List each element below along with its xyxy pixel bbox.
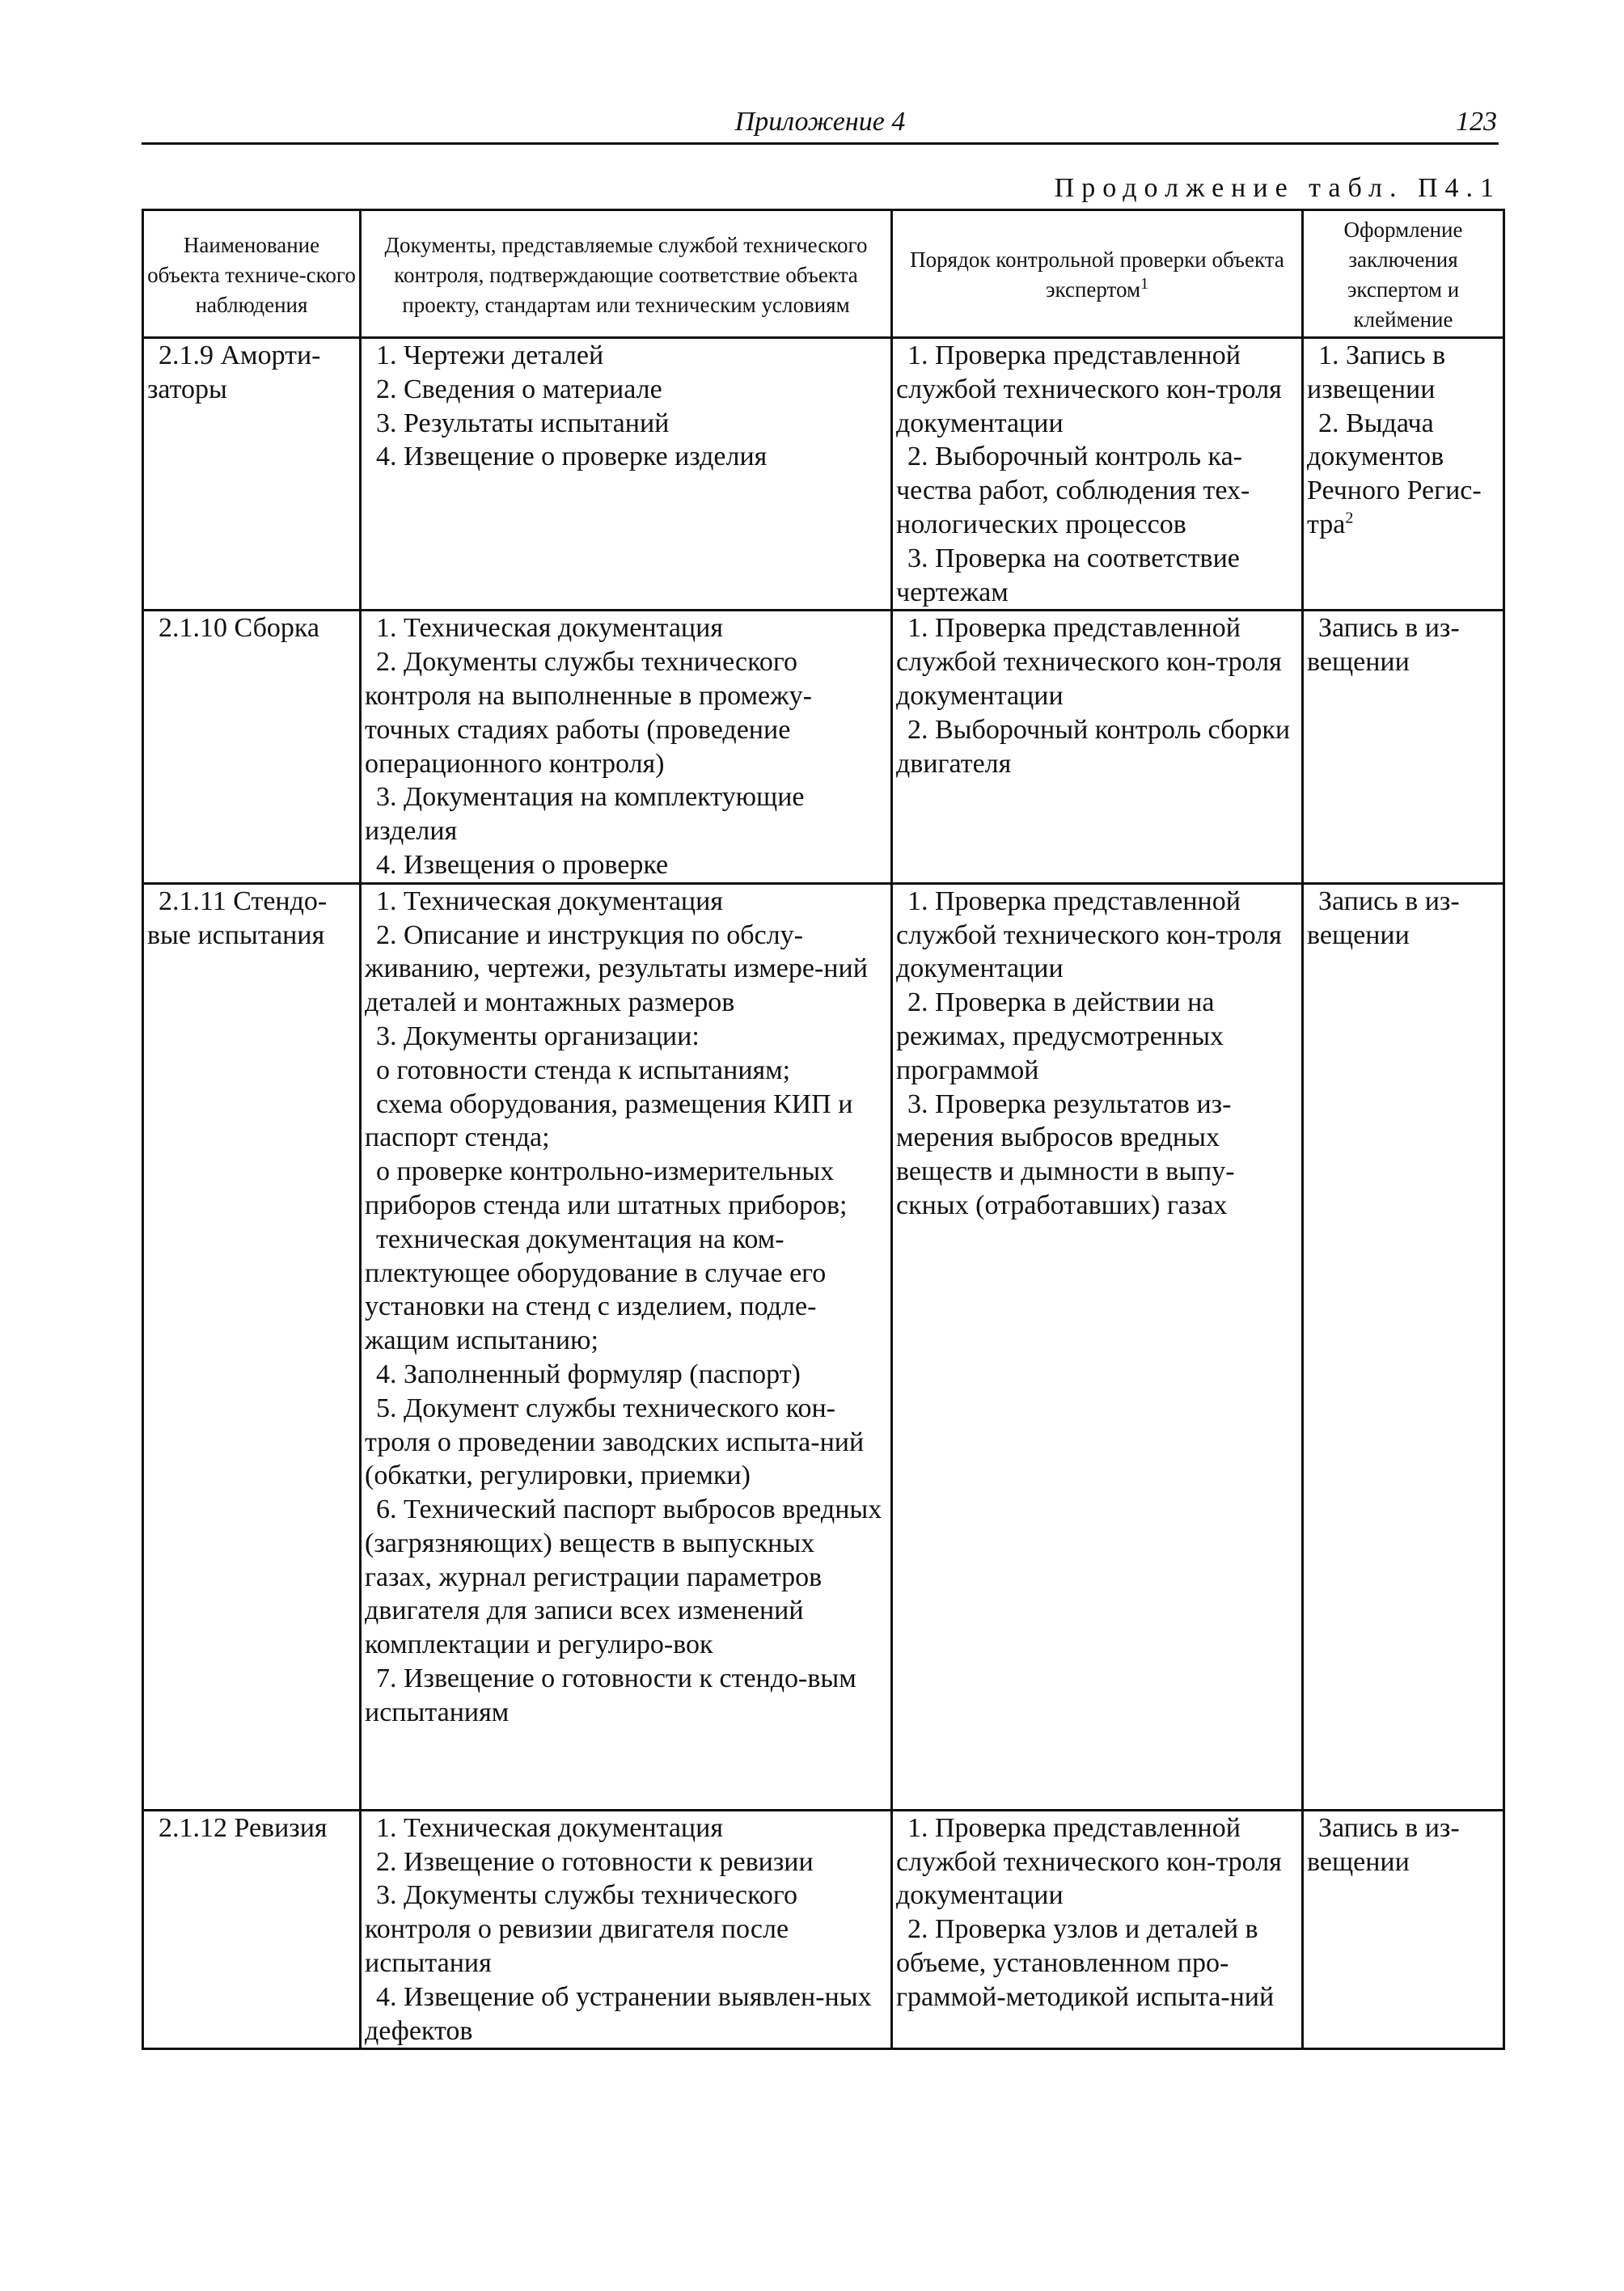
document-item — [365, 1662, 887, 1730]
document-item — [365, 1879, 887, 1980]
document-item — [365, 339, 887, 373]
document-item — [365, 1054, 887, 1088]
procedure-item — [896, 713, 1298, 781]
document-item — [365, 440, 887, 474]
document-item — [365, 919, 887, 1020]
document-item-text: о проверке контрольно-измерительных приборов стенда или штатных приборов; — [365, 1156, 848, 1220]
document-item-text: 1. Чертежи деталей — [376, 340, 604, 370]
running-header — [142, 104, 1499, 145]
conclusion-item-text: Запись в из-вещении — [1307, 613, 1460, 678]
procedure-item-text: 1. Проверка представленной службой технического кон-троля документации — [896, 613, 1282, 711]
document-item — [365, 1811, 887, 1845]
document-item — [365, 1493, 887, 1662]
document-item-text: 4. Извещение о проверке изделия — [376, 442, 768, 472]
document-item — [365, 1020, 887, 1054]
procedure-item-text: 2. Проверка узлов и деталей в объеме, установленном про-граммой-методикой испыта-ний — [896, 1914, 1275, 2012]
document-item-text: 5. Документ службы технического кон-троля о проведении заводских испыта-ний (обкатки, регулировки, приемки) — [365, 1393, 865, 1491]
procedure-item-text: 2. Выборочный контроль ка-чества работ, соблюдения тех-нологических процессов — [896, 442, 1250, 539]
document-item — [365, 1980, 887, 2048]
object-name: 2.1.10 Сборка — [159, 613, 319, 644]
document-item-text: 7. Извещение о готовности к стендо-вым испытаниям — [365, 1663, 856, 1727]
procedure-item-text: 1. Проверка представленной службой технического кон-троля документации — [896, 340, 1282, 438]
document-item — [365, 407, 887, 441]
procedure-item-text: 2. Выборочный контроль сборки двигателя — [896, 714, 1291, 779]
object-name: 2.1.9 Аморти-заторы — [147, 340, 321, 404]
procedure-cell — [892, 1810, 1303, 2049]
header-object: Наименование объекта техниче-ского наблюдения — [143, 210, 361, 338]
object-name: 2.1.12 Ревизия — [159, 1812, 328, 1843]
documents-cell — [361, 611, 892, 883]
document-item-text: 2. Сведения о материале — [376, 374, 662, 404]
document-item — [365, 1223, 887, 1358]
document-item — [365, 885, 887, 919]
documents-cell — [361, 338, 892, 611]
conclusion-item — [1307, 407, 1499, 542]
conclusion-item-text: Запись в из-вещении — [1307, 886, 1460, 950]
document-item — [365, 1358, 887, 1392]
footnote-marker: 2 — [1345, 509, 1354, 527]
object-cell — [143, 883, 361, 1810]
document-item-text: 1. Техническая документация — [376, 1812, 723, 1843]
document-item-text: 6. Технический паспорт выбросов вредных (загрязняющих) веществ в выпускных газах, журнал регистрации параметров двигателя для записи всех изменений комплектации и регулиро-вок — [365, 1494, 882, 1660]
table-row — [143, 883, 1504, 1810]
inspection-table — [142, 209, 1505, 2050]
procedure-item-text: 3. Проверка на соответствие чертежам — [896, 543, 1240, 607]
procedure-cell — [892, 611, 1303, 883]
document-item-text: 2. Извещение о готовности к ревизии — [376, 1846, 814, 1877]
document-item — [365, 611, 887, 645]
procedure-item — [896, 440, 1298, 541]
section-title: Приложение 4 — [734, 107, 906, 137]
document-item-text: 1. Техническая документация — [376, 613, 723, 644]
document-item-text: схема оборудования, размещения КИП и паспорт стенда; — [365, 1088, 853, 1153]
document-item — [365, 1088, 887, 1156]
document-item — [365, 1845, 887, 1879]
document-item — [365, 1155, 887, 1223]
procedure-item — [896, 1811, 1298, 1913]
procedure-item — [896, 542, 1298, 610]
document-item-text: 3. Документы организации: — [376, 1021, 700, 1051]
procedure-item-text: 2. Проверка в действии на режимах, предусмотренных программой — [896, 987, 1224, 1085]
procedure-item-text: 1. Проверка представленной службой технического кон-троля документации — [896, 886, 1282, 984]
object-cell — [143, 338, 361, 611]
document-item-text: 3. Документация на комплектующие изделия — [365, 782, 805, 847]
procedure-item — [896, 611, 1298, 712]
document-item — [365, 373, 887, 407]
document-item — [365, 645, 887, 780]
document-item — [365, 780, 887, 848]
conclusion-cell — [1303, 338, 1504, 611]
procedure-item — [896, 986, 1298, 1087]
conclusion-item — [1307, 1811, 1499, 1879]
header-procedure: Порядок контрольной проверки объекта экспертом$^1$ — [892, 210, 1303, 338]
procedure-item-text: 1. Проверка представленной службой технического кон-троля документации — [896, 1812, 1282, 1911]
conclusion-cell — [1303, 611, 1504, 883]
conclusion-item — [1307, 339, 1499, 407]
conclusion-cell — [1303, 883, 1504, 1810]
conclusion-item-text: Запись в из-вещении — [1307, 1812, 1460, 1877]
procedure-item — [896, 339, 1298, 440]
table-continuation-label: Продолжение табл. П4.1 — [1054, 173, 1501, 203]
document-item — [365, 1392, 887, 1493]
document-item-text: 2. Описание и инструкция по обслу-живанию, чертежи, результаты измере-ний деталей и монтажных размеров — [365, 919, 868, 1018]
document-item-text: 2. Документы службы технического контроля на выполненные в промежу-точных стадиях работы (проведение операционного контроля) — [365, 647, 812, 779]
procedure-item — [896, 1088, 1298, 1223]
object-cell — [143, 611, 361, 883]
table-row — [143, 338, 1504, 611]
page-number: 123 — [1456, 107, 1497, 137]
documents-cell — [361, 883, 892, 1810]
procedure-cell — [892, 338, 1303, 611]
table-body — [143, 338, 1504, 2049]
object-cell — [143, 1810, 361, 2049]
procedure-item — [896, 885, 1298, 986]
conclusion-cell — [1303, 1810, 1504, 2049]
procedure-item-text: 3. Проверка результатов из-мерения выбросов вредных веществ и дымности в выпу-скных (отработавших) газах — [896, 1088, 1235, 1220]
document-item-text: 3. Результаты испытаний — [376, 408, 670, 438]
table-header-row — [143, 210, 1504, 338]
table-row — [143, 1810, 1504, 2049]
header-documents: Документы, представляемые службой технического контроля, подтверждающие соответствие объекта проекту, стандартам или техническим условиям — [361, 210, 892, 338]
table-row — [143, 611, 1504, 883]
object-name: 2.1.11 Стендо-вые испытания — [147, 886, 328, 950]
document-item-text: 1. Техническая документация — [376, 886, 723, 916]
document-item-text: техническая документация на ком-плектующее оборудование в случае его установки на стенд с изделием, подле-жащим испытанию; — [365, 1224, 827, 1356]
conclusion-item — [1307, 885, 1499, 953]
document-item-text: 4. Извещения о проверке — [376, 849, 669, 880]
document-item-text: 3. Документы службы технического контроля о ревизии двигателя после испытания — [365, 1880, 797, 1978]
document-item-text: о готовности стенда к испытаниям; — [376, 1055, 791, 1085]
procedure-item — [896, 1913, 1298, 2014]
conclusion-item — [1307, 611, 1499, 679]
procedure-cell — [892, 883, 1303, 1810]
header-conclusion: Оформление заключения экспертом и клеймение — [1303, 210, 1504, 338]
conclusion-item-text: 2. Выдача документов Речного Регис-тра — [1307, 408, 1482, 539]
documents-cell — [361, 1810, 892, 2049]
conclusion-item-text: 1. Запись в извещении — [1307, 340, 1446, 404]
document-item-text: 4. Извещение об устранении выявлен-ных дефектов — [365, 1981, 872, 2046]
document-item — [365, 848, 887, 882]
footnote-marker: 1 — [1140, 275, 1149, 293]
document-item-text: 4. Заполненный формуляр (паспорт) — [376, 1359, 801, 1389]
